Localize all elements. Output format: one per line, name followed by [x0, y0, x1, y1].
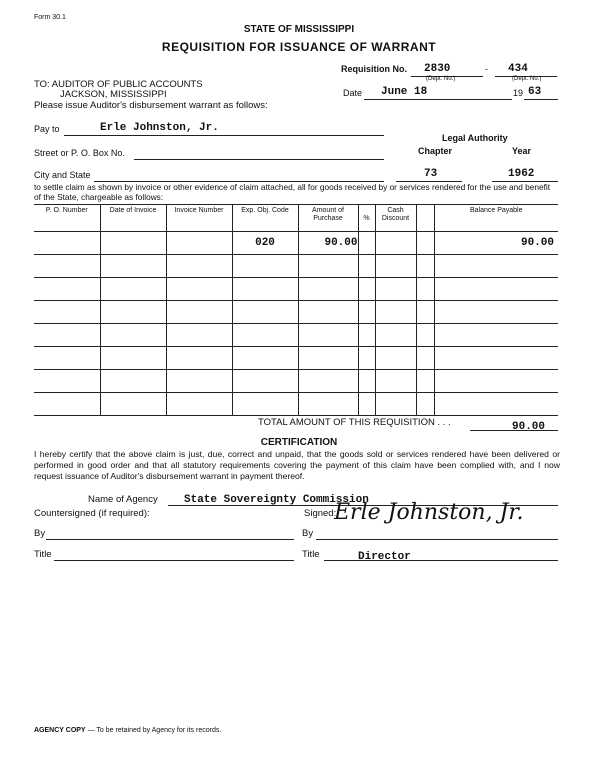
- chapter-label: Chapter: [418, 146, 453, 156]
- agency-name-label: Name of Agency: [88, 494, 158, 505]
- city-state-label: City and State: [34, 170, 91, 180]
- form-number: Form 30.1: [34, 14, 66, 21]
- table-row: [34, 255, 558, 278]
- col-pct: %: [358, 205, 375, 232]
- col-date-invoice: Date of Invoice: [100, 205, 166, 232]
- table-row: [34, 324, 558, 347]
- state-heading: STATE OF MISSISSIPPI: [243, 24, 355, 35]
- address-city: JACKSON, MISSISSIPPI: [60, 89, 167, 100]
- dept-number: 434: [508, 63, 528, 75]
- signed-label: Signed:: [304, 508, 337, 519]
- address-to: TO: AUDITOR OF PUBLIC ACCOUNTS: [34, 79, 203, 90]
- col-amount: Amount of Purchase: [298, 205, 358, 232]
- table-row: [34, 370, 558, 393]
- title-label-right: Title: [302, 549, 320, 560]
- col-invoice-number: Invoice Number: [166, 205, 232, 232]
- table-row: [34, 232, 558, 255]
- table-row: [34, 301, 558, 324]
- table-row: [34, 347, 558, 370]
- agency-name-value: State Sovereignty Commission: [184, 494, 369, 506]
- total-value: 90.00: [512, 421, 546, 433]
- pay-to-value: Erle Johnston, Jr.: [100, 122, 219, 134]
- requisition-label: Requisition No.: [341, 64, 407, 74]
- pay-to-label: Pay to: [34, 124, 60, 134]
- year-label: Year: [512, 146, 532, 156]
- requisition-number: 2830: [424, 63, 451, 75]
- certification-title: CERTIFICATION: [260, 437, 338, 448]
- legal-authority-title: Legal Authority: [442, 133, 508, 143]
- footer-copy-text: — To be retained by Agency for its records.: [87, 727, 222, 734]
- date-label: Date: [343, 88, 363, 98]
- footer: [34, 727, 221, 734]
- requisition-dash: -: [485, 64, 488, 74]
- legal-year-value: 1962: [508, 168, 535, 180]
- exp-code-value: 020: [255, 237, 275, 249]
- charge-table: [34, 204, 558, 416]
- total-label: TOTAL AMOUNT OF THIS REQUISITION . . .: [258, 417, 451, 428]
- col-cash-discount: Cash Discount: [375, 205, 416, 232]
- street-label: Street or P. O. Box No.: [34, 148, 125, 158]
- col-balance: Balance Payable: [434, 205, 558, 232]
- col-po: P. O. Number: [34, 205, 100, 232]
- year-prefix: 19: [513, 88, 524, 98]
- page-title: REQUISITION FOR ISSUANCE OF WARRANT: [161, 40, 437, 54]
- date-value: June 18: [381, 86, 428, 98]
- title-value: Director: [358, 551, 411, 563]
- footer-copy-label: AGENCY COPY: [34, 727, 86, 734]
- countersigned-label: Countersigned (if required):: [34, 508, 150, 519]
- table-row: [34, 393, 558, 416]
- signature: Erle Johnston, Jr.: [334, 500, 524, 525]
- dept-no-caption-2: (Dept. No.): [512, 76, 542, 82]
- settle-text: to settle claim as shown by invoice or other evidence of claim attached, all for goods received by or services rendered for the use and benefit of the State, chargeable as follows:: [34, 182, 551, 202]
- col-exp-code: Exp. Obj. Code: [232, 205, 298, 232]
- certification-text: I hereby certify that the above claim is just, due, correct and unpaid, that the goods sold or services rendered have been delivered or performed in good order and that all statutory requirements covering the payment of this claim have been complied with, and I now request issuance of Auditor's disbursement warrant in payment thereof.: [34, 449, 560, 481]
- dept-no-caption: (Dept. No.): [426, 76, 456, 82]
- by-label-right: By: [302, 528, 314, 539]
- balance-value: 90.00: [520, 237, 554, 249]
- year-value: 63: [528, 86, 542, 98]
- instruction-text: Please issue Auditor's disbursement warrant as follows:: [34, 100, 268, 111]
- table-row: [34, 278, 558, 301]
- chapter-value: 73: [424, 168, 438, 180]
- amount-value: 90.00: [324, 237, 358, 249]
- title-label-left: Title: [34, 549, 52, 560]
- by-label-left: By: [34, 528, 46, 539]
